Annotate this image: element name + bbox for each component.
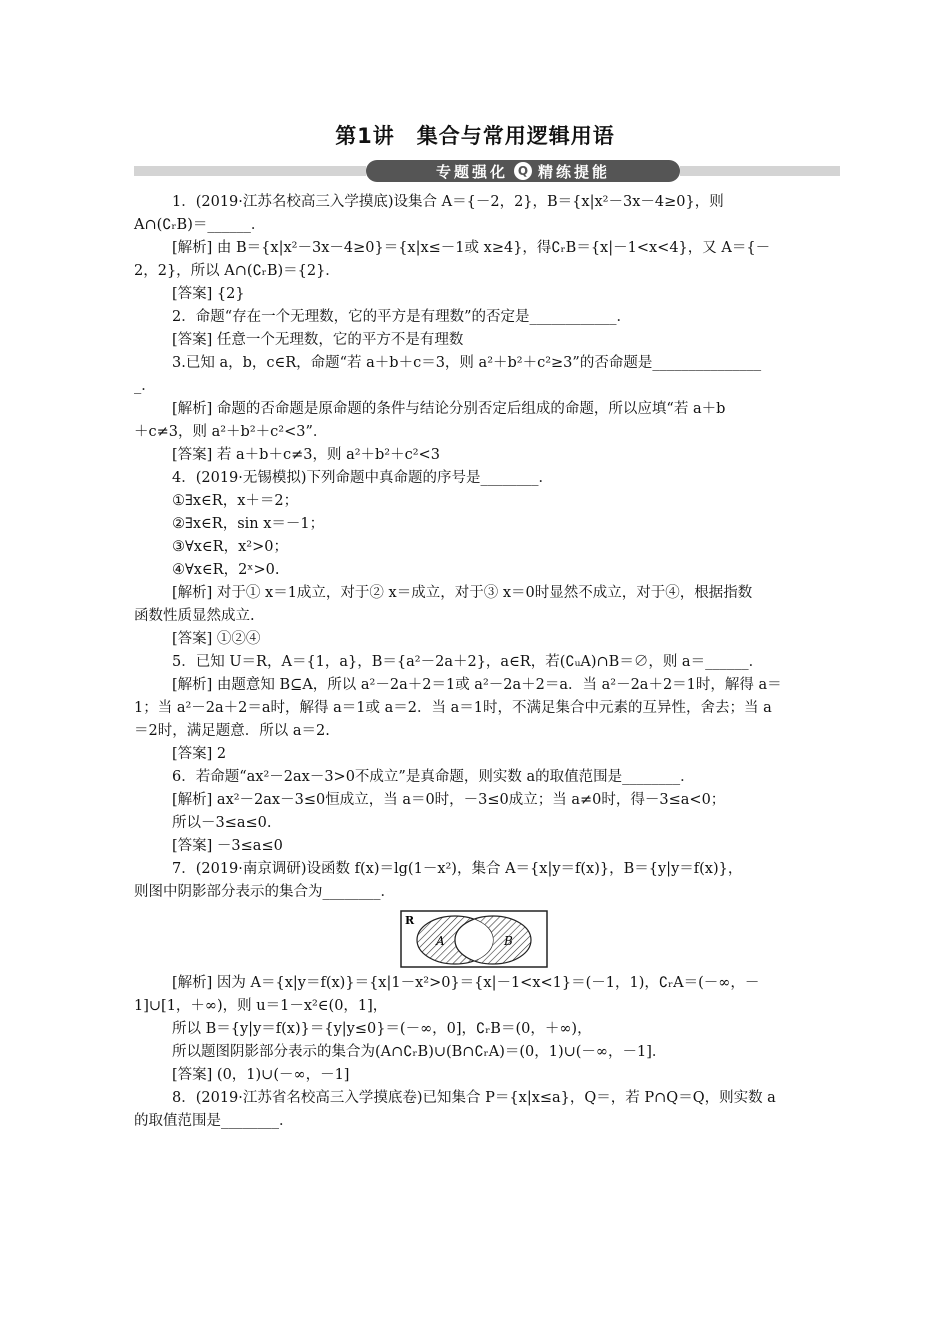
text-line: 1]∪[1，＋∞)，则 u＝1－x²∈(0，1]， xyxy=(134,998,388,1014)
text-line: 所以－3≤a≤0. xyxy=(172,815,272,831)
banner-badge-icon: Q xyxy=(514,162,532,180)
text-line: _． xyxy=(134,378,156,394)
text-line: [解析] 对于① x＝1成立，对于② x＝成立，对于③ x＝0时显然不成立，对于④，根据指数 xyxy=(172,585,753,601)
text-line: 2，2}，所以 A∩(∁ᵣB)＝{2}． xyxy=(134,263,340,279)
text-line: [答案] 2 xyxy=(172,746,227,762)
text-line: 3.已知 a，b，c∈R，命题“若 a＋b＋c＝3，则 a²＋b²＋c²≥3”的否命题是_______________ xyxy=(172,355,762,371)
text-line: 则图中阴影部分表示的集合为________． xyxy=(134,884,395,900)
banner-left-text: 专题强化 xyxy=(435,162,508,181)
banner-bar-right xyxy=(680,166,840,176)
page-title: 第1讲 集合与常用逻辑用语 xyxy=(335,124,615,148)
text-line: 5．已知 U＝R，A＝{1，a}，B＝{a²－2a＋2}，a∈R，若(∁ᵤA)∩B＝∅，则 a＝______． xyxy=(172,654,764,670)
venn-svg xyxy=(400,910,548,968)
text-line: 6．若命题“ax²－2ax－3>0不成立”是真命题，则实数 a的取值范围是________． xyxy=(172,769,695,785)
text-line: ①∃x∈R，x＋＝2； xyxy=(172,493,299,509)
text-line: ＋c≠3，则 a²＋b²＋c²<3”． xyxy=(134,424,328,440)
venn-label-universe: R xyxy=(405,914,415,927)
banner-pill xyxy=(366,160,680,182)
text-line: [解析] 由 B＝{x|x²－3x－4≥0}＝{x|x≤－1或 x≥4}，得∁ᵣB＝{x|－1<x<4}，又 A＝{－ xyxy=(172,240,771,256)
text-line: [解析] 由题意知 B⊆A，所以 a²－2a＋2＝1或 a²－2a＋2＝a．当 a²－2a＋2＝1时，解得 a＝ xyxy=(172,677,782,693)
text-line: 8．(2019·江苏省名校高三入学摸底卷)已知集合 P＝{x|x≤a}，Q＝，若 P∩Q＝Q，则实数 a xyxy=(172,1090,776,1106)
text-line: 的取值范围是________． xyxy=(134,1113,294,1129)
text-line: [答案] {2} xyxy=(172,286,245,302)
text-line: [解析] 命题的否命题是原命题的条件与结论分别否定后组成的命题，所以应填“若 a＋b xyxy=(172,401,726,417)
text-line: ③∀x∈R，x²>0； xyxy=(172,539,288,555)
text-line: 1；当 a²－2a＋2＝a时，解得 a＝1或 a＝2．当 a＝1时，不满足集合中元素的互异性，舍去；当 a xyxy=(134,700,772,716)
venn-diagram xyxy=(400,910,548,968)
text-line: ＝2时，满足题意．所以 a＝2. xyxy=(134,723,330,739)
text-line: [答案] ①②④ xyxy=(172,631,261,647)
text-line: [答案] (0，1)∪(－∞，－1] xyxy=(172,1067,350,1083)
text-line: ②∃x∈R，sin x＝－1； xyxy=(172,516,325,532)
text-line: 4．(2019·无锡模拟)下列命题中真命题的序号是________． xyxy=(172,470,554,486)
venn-label-b: B xyxy=(504,934,513,948)
document-body xyxy=(134,191,814,1133)
text-line: A∩(∁ᵣB)＝______． xyxy=(134,217,266,233)
text-line: 1．(2019·江苏名校高三入学摸底)设集合 A＝{－2，2}，B＝{x|x²－3x－4≥0}，则 xyxy=(172,194,724,210)
text-line: 所以 B＝{y|y＝f(x)}＝{y|y≤0}＝(－∞，0]，∁ᵣB＝(0，＋∞)， xyxy=(172,1021,592,1037)
banner-right-text: 精练提能 xyxy=(538,162,611,181)
section-banner xyxy=(134,160,840,182)
banner-bar-left xyxy=(134,166,366,176)
text-line: [答案] 任意一个无理数，它的平方不是有理数 xyxy=(172,332,464,348)
text-line: 所以题图阴影部分表示的集合为(A∩∁ᵣB)∪(B∩∁ᵣA)＝(0，1)∪(－∞，－1]． xyxy=(172,1044,667,1060)
text-line: [答案] －3≤a≤0 xyxy=(172,838,283,854)
text-line: [答案] 若 a＋b＋c≠3，则 a²＋b²＋c²<3 xyxy=(172,447,440,463)
venn-label-a: A xyxy=(436,934,445,948)
text-line: 2．命题“存在一个无理数，它的平方是有理数”的否定是____________． xyxy=(172,309,632,325)
text-line: [解析] ax²－2ax－3≤0恒成立，当 a＝0时，－3≤0成立；当 a≠0时，得－3≤a<0； xyxy=(172,792,726,808)
text-line: 函数性质显然成立. xyxy=(134,608,255,624)
text-line: [解析] 因为 A＝{x|y＝f(x)}＝{x|1－x²>0}＝{x|－1<x<1}＝(－1，1)，∁ᵣA＝(－∞，－ xyxy=(172,975,760,991)
text-line: ④∀x∈R，2ˣ>0. xyxy=(172,562,280,578)
text-line: 7．(2019·南京调研)设函数 f(x)＝lg(1－x²)，集合 A＝{x|y＝f(x)}，B＝{y|y＝f(x)}， xyxy=(172,861,743,877)
